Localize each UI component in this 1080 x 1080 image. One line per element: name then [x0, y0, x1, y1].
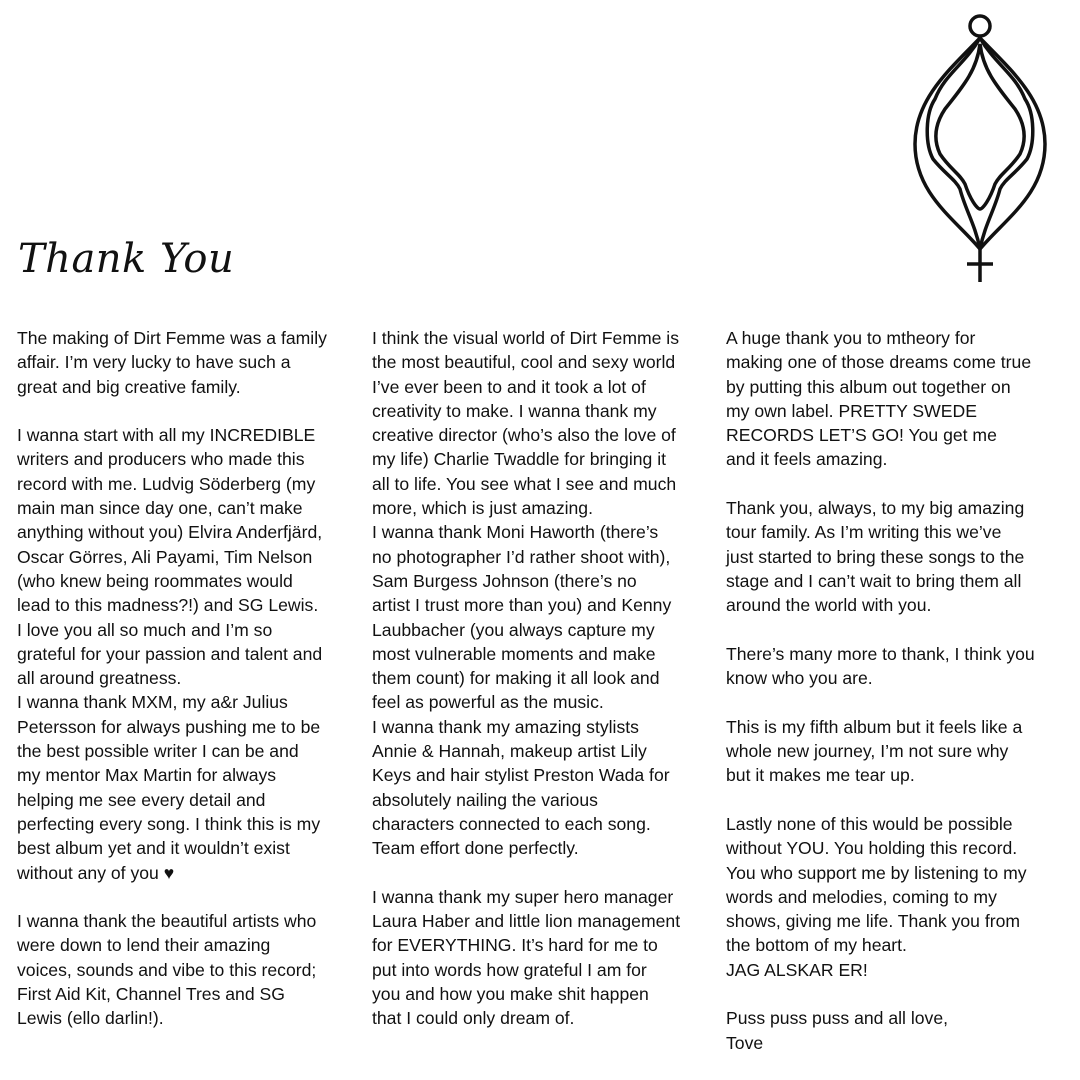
text-line: them count) for making it all look and: [372, 668, 660, 689]
text-line: [726, 690, 1035, 714]
text-line: A huge thank you to mtheory for: [726, 328, 976, 348]
text-line: [726, 982, 1035, 1006]
text-line: all to life. You see what I see and much: [372, 473, 677, 494]
text-line: [726, 472, 1035, 496]
text-line: creative director (who’s also the love of: [372, 425, 676, 446]
text-line: without any of you ♥: [17, 862, 175, 883]
text-line: grateful for your passion and talent and: [17, 643, 323, 664]
text-line: Laura Haber and little lion management: [372, 911, 681, 932]
text-line: Annie & Hannah, makeup artist Lily: [372, 741, 647, 762]
text-line: (who knew being roommates would: [17, 570, 293, 591]
text-line: record with me. Ludvig Söderberg (my: [17, 473, 316, 494]
text-line: [372, 861, 680, 885]
text-line: RECORDS LET’S GO! You get me: [726, 425, 997, 446]
text-line: First Aid Kit, Channel Tres and SG: [17, 984, 285, 1005]
text-line: There’s many more to thank, I think you: [726, 643, 1035, 664]
text-line: [17, 885, 327, 909]
text-line: voices, sounds and vibe to this record;: [17, 959, 317, 980]
text-line: making one of those dreams come true: [726, 352, 1032, 373]
text-line: feel as powerful as the music.: [372, 692, 604, 713]
text-line: most vulnerable moments and make: [372, 643, 656, 664]
text-line: This is my fifth album but it feels like a: [726, 716, 1023, 737]
text-line: just started to bring these songs to the: [726, 546, 1025, 567]
text-line: The making of Dirt Femme was a family: [17, 328, 327, 348]
text-line: I wanna start with all my INCREDIBLE: [17, 425, 316, 446]
text-line: for EVERYTHING. It’s hard for me to: [372, 935, 658, 956]
column-3: [726, 326, 1035, 1055]
text-line: Puss puss puss and all love,: [726, 1008, 949, 1029]
text-line: main man since day one, can’t make: [17, 498, 303, 519]
text-line: Petersson for always pushing me to be: [17, 716, 321, 737]
text-line: Tove: [726, 1032, 764, 1053]
text-line: I think the visual world of Dirt Femme is: [372, 328, 680, 348]
text-line: all around greatness.: [17, 668, 182, 689]
text-line: artist I trust more than you) and Kenny: [372, 595, 672, 616]
text-line: no photographer I’d rather shoot with),: [372, 546, 671, 567]
text-line: lead to this madness?!) and SG Lewis.: [17, 595, 319, 616]
text-line: You who support me by listening to my: [726, 862, 1027, 883]
text-line: Thank you, always, to my big amazing: [726, 498, 1025, 519]
text-line: stage and I can’t wait to bring them all: [726, 570, 1022, 591]
text-line: I’ve ever been to and it took a lot of: [372, 376, 646, 397]
text-line: Oscar Görres, Ali Payami, Tim Nelson: [17, 546, 313, 567]
text-line: writers and producers who made this: [17, 449, 305, 470]
text-line: creativity to make. I wanna thank my: [372, 400, 657, 421]
text-line: my own label. PRETTY SWEDE: [726, 400, 977, 421]
text-line: absolutely nailing the various: [372, 789, 598, 810]
text-line: characters connected to each song.: [372, 813, 651, 834]
text-line: the most beautiful, cool and sexy world: [372, 352, 676, 373]
text-line: perfecting every song. I think this is my: [17, 813, 321, 834]
text-line: anything without you) Elvira Anderfjärd,: [17, 522, 323, 543]
text-line: but it makes me tear up.: [726, 765, 915, 786]
text-line: put into words how grateful I am for: [372, 959, 647, 980]
text-line: my life) Charlie Twaddle for bringing it: [372, 449, 667, 470]
text-line: Sam Burgess Johnson (there’s no: [372, 570, 637, 591]
text-line: I wanna thank Moni Haworth (there’s: [372, 522, 659, 543]
text-line: that I could only dream of.: [372, 1008, 575, 1029]
text-line: [726, 618, 1035, 642]
text-line: and it feels amazing.: [726, 449, 888, 470]
text-line: [726, 788, 1035, 812]
text-line: you and how you make shit happen: [372, 984, 649, 1005]
text-line: words and melodies, coming to my: [726, 886, 997, 907]
text-line: Keys and hair stylist Preston Wada for: [372, 765, 670, 786]
text-line: whole new journey, I’m not sure why: [726, 741, 1009, 762]
text-line: the best possible writer I can be and: [17, 741, 299, 762]
text-line: best album yet and it wouldn’t exist: [17, 838, 290, 859]
text-line: by putting this album out together on: [726, 376, 1011, 397]
text-line: Lewis (ello darlin!).: [17, 1008, 164, 1029]
text-line: Laubbacher (you always capture my: [372, 619, 655, 640]
text-line: were down to lend their amazing: [17, 935, 271, 956]
page-title: Thank You: [18, 236, 235, 282]
text-line: shows, giving me life. Thank you from: [726, 911, 1021, 932]
text-line: great and big creative family.: [17, 376, 241, 397]
text-line: know who you are.: [726, 668, 873, 689]
text-line: tour family. As I’m writing this we’ve: [726, 522, 1002, 543]
text-line: [17, 399, 327, 423]
text-line: JAG ALSKAR ER!: [726, 959, 868, 980]
text-line: I wanna thank my super hero manager: [372, 886, 674, 907]
text-line: I love you all so much and I’m so: [17, 619, 273, 640]
text-line: Lastly none of this would be possible: [726, 813, 1013, 834]
text-line: Team effort done perfectly.: [372, 838, 579, 859]
column-2: [372, 326, 680, 1031]
text-line: the bottom of my heart.: [726, 935, 907, 956]
text-line: around the world with you.: [726, 595, 932, 616]
text-line: helping me see every detail and: [17, 789, 266, 810]
text-line: I wanna thank the beautiful artists who: [17, 911, 317, 932]
column-1: [17, 326, 327, 1031]
text-line: I wanna thank my amazing stylists: [372, 716, 639, 737]
text-line: I wanna thank MXM, my a&r Julius: [17, 692, 288, 713]
text-line: my mentor Max Martin for always: [17, 765, 277, 786]
text-line: affair. I’m very lucky to have such a: [17, 352, 291, 373]
text-line: without YOU. You holding this record.: [726, 838, 1018, 859]
text-line: more, which is just amazing.: [372, 498, 593, 519]
ornamental-venus-symbol-icon: [905, 14, 1055, 284]
